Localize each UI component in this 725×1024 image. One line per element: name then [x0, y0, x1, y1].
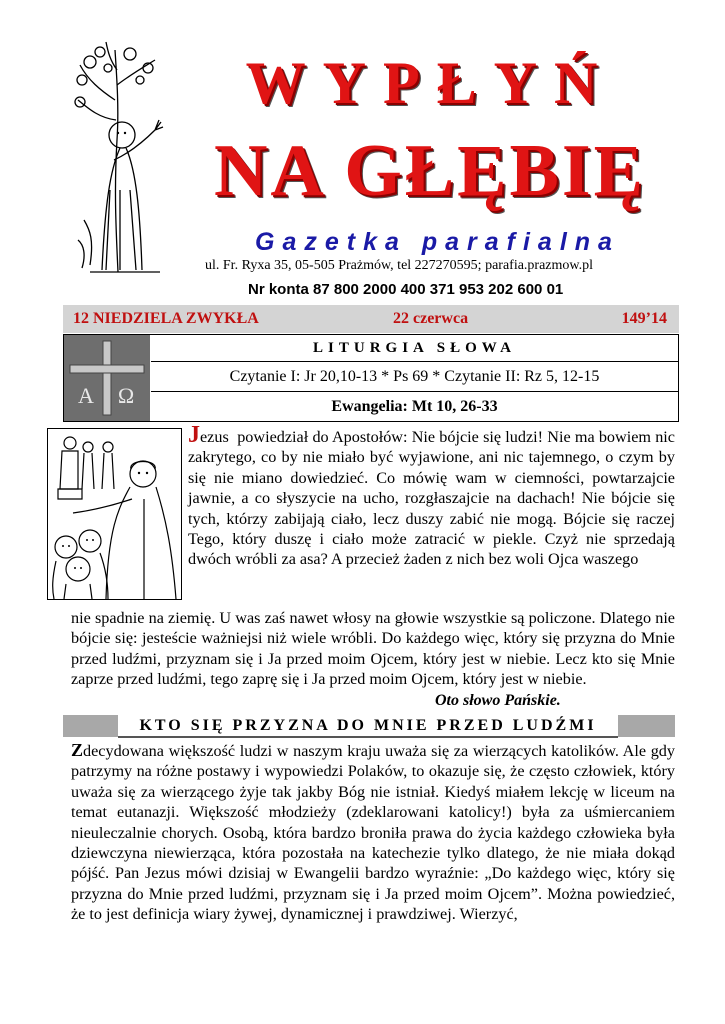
article-heading: KTO SIĘ PRZYZNA DO MNIE PRZED LUDŹMI	[118, 714, 618, 738]
parish-address: ul. Fr. Ryxa 35, 05-505 Prażmów, tel 227270595; parafia.prazmow.pl	[205, 258, 593, 273]
issue-number: 149’14	[621, 310, 667, 327]
liturgy-readings: Czytanie I: Jr 20,10-13 * Ps 69 * Czytanie II: Rz 5, 12-15	[151, 362, 678, 392]
svg-text:A: A	[78, 383, 94, 408]
svg-text:Ω: Ω	[117, 383, 135, 408]
liturgy-box	[63, 334, 679, 422]
article-text: decydowana większość ludzi w naszym kraju uważa się za wierzących katolików. Ale gdy patrzymy na różne postawy i wypowiedzi Polaków, to okazuje się, że często człowiek, który uważa się za wierzącego żyje tak jakby Bóg nie istniał. Kiedyś miałem lekcję w liceum na temat eutanazji. Większość młodzieży (zdeklarowani katolicy!) była za uśmiercaniem nieuleczalnie chorych. Osobą, która bardzo broniła prawa do życia każdego człowieka była dziewczyna niewierząca, która pozostała na katechezie tylko dlatego, że nie miała dokąd pójść. Pan Jezus mówi dzisiaj w Ewangelii bardzo wyraźnie: „Do każdego więc, który się przyzna do Mnie przed ludźmi, przyznam się i Ja przed moim Ojcem”. Można powiedzieć, że to jest definicja wiary żywej, dynamicznej i prawdziwej. Wierzyć,	[71, 742, 675, 924]
liturgy-gospel-reference: Ewangelia: Mt 10, 26-33	[331, 398, 498, 415]
gospel-paragraph-2: nie spadnie na ziemię. U was zaś nawet włosy na głowie wszystkie są policzone. Dlatego nie bójcie się: jesteście ważniejsi niż wiele wróbli. Do każdego więc, który się przyzna do Mnie przed ludźmi, przyznam się i Ja przed moim Ojcem, który jest w niebie. Lecz kto się Mnie zaprze przed ludźmi, tego zaprę się i Ja przed moim Ojcem, który jest w niebie.	[71, 609, 675, 689]
masthead-title-line2: NA GŁĘBIĘ	[213, 130, 647, 212]
liturgical-sunday: 12 NIEDZIELA ZWYKŁA	[73, 310, 259, 327]
bank-account: Nr konta 87 800 2000 400 371 953 202 600 01	[248, 281, 564, 298]
alpha-omega-cross-icon	[64, 335, 150, 421]
gospel-drop-cap: J	[188, 422, 200, 448]
issue-info-bar	[63, 305, 679, 333]
gospel-text-upper	[188, 422, 675, 570]
masthead-subtitle: Gazetka parafialna	[255, 228, 620, 256]
masthead-title-line1: WYPŁYŃ	[245, 50, 615, 116]
gospel-first-word: ezus	[200, 428, 229, 446]
article-drop-cap: Z	[71, 740, 84, 760]
article-body	[71, 740, 675, 925]
issue-date: 22 czerwca	[393, 310, 469, 327]
gospel-closing: Oto słowo Pańskie.	[435, 692, 561, 709]
liturgy-heading: LITURGIA SŁOWA	[151, 335, 678, 362]
gospel-paragraph-1: powiedział do Apostołów: Nie bójcie się ludzi! Nie ma bowiem nic zakrytego, co by nie miało być wyjawione, ani nic tajemnego, o czym by się nie miano dowiedzieć. Co mówię wam w ciemności, powtarzajcie jawnie, a co słyszycie na ucho, rozgłaszajcie na dachach! Nie bójcie się tych, którzy zabijają ciało, lecz duszy zabić nie mogą. Bójcie się raczej Tego, który duszę i ciało może zatracić w piekle. Czyż nie sprzedają dwóch wróbli za asa? A przecież żaden z nich bez woli Ojca waszego	[188, 428, 675, 569]
jesus-apostles-illustration	[47, 428, 182, 600]
